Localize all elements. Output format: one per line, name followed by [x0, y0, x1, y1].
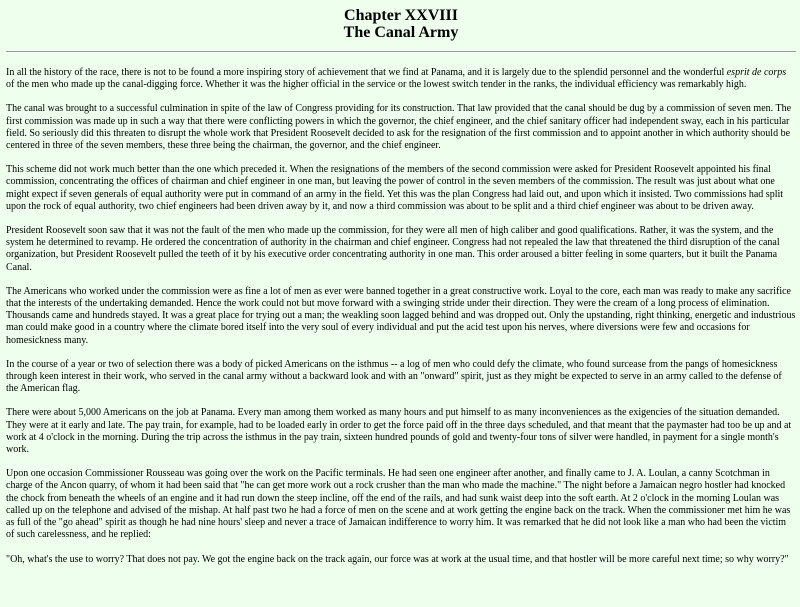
body-text: [6, 67, 796, 566]
body-paragraph: [6, 103, 796, 152]
chapter-number: Chapter XXVIII: [344, 7, 458, 24]
paragraph-text: The Americans who worked under the commission were as fine a lot of men as ever were banned together in a great constructive work. Loyal to the core, each man was ready to make any sacrifice that the interests of the undertaking demanded. Hence the work could not but move forward with a swinging stride under their direction. They were the cream of a long process of elimination. Thousands came and hundreds stayed. It was a great place for trying out a man; the weakling soon lagged behind and was dropped out. Only the upstanding, right thinking, energetic and industrious man could make good in a country where the climate bored itself into the very soul of every individual and put the acid test upon his nerves, where diversions were few and occasions for homesickness many.: [6, 285, 796, 346]
paragraph-text: Upon one occasion Commissioner Rousseau was going over the work on the Pacific terminals. He had seen one engineer after another, and finally came to J. A. Loulan, a canny Scotchman in charge of the Ancon quarry, of whom it had been said that "he can get more work out a rock crusher than the man who made the machine." The night before a Jamaican negro hostler had knocked the chock from beneath the wheels of an engine and it had run down the steep incline, off the end of the rails, and had sunk waist deep into the soft earth. At 2 o'clock in the morning Loulan was called up on the telephone and advised of the mishap. At half past two he had a force of men on the scene and at work getting the engine back on the track. When the commissioner met him he was as full of the "go ahead" spirit as though he had nine hours' sleep and never a trace of Jamaican indifference to worry him. It was remarked that he did not look like a man who had been the victim of such carelessness, and he replied:: [6, 468, 791, 541]
chapter-heading: [6, 7, 796, 41]
paragraph-text: This scheme did not work much better than the one which preceded it. When the resignations of the members of the second commission were asked for President Roosevelt appointed his final commission, concentrating the offices of chairman and chief engineer in one man, but leaving the power of control in the seven members of the commission. The result was just about what one might expect if seven generals of equal authority were put in command of an army in the field. Yet this was the plan Congress had laid out, and upon which it insisted. Two commissions had split upon the rock of equal authority, two chief engineers had been driven away by it, and now a third commission was about to be split and a third chief engineer was about to be driven away.: [6, 164, 784, 212]
body-paragraph: [6, 359, 796, 396]
paragraph-text: The canal was brought to a successful culmination in spite of the law of Congress providing for its construction. That law provided that the canal should be dug by a commission of seven men. The first commission was made up in such a way that there were conflicting powers in which the governor, the chief engineer, and the chief sanitary officer had independent sway, each in his particular field. So seriously did this threaten to disrupt the whole work that President Roosevelt decided to ask for the resignation of the first commission and to appoint another in which authority should be centered in three of the seven members, these three being the chairman, the governor, and the chief engineer.: [6, 103, 792, 152]
document-page: [0, 7, 800, 566]
paragraph-text: In the course of a year or two of selection there was a body of picked Americans on the isthmus -- a log of men who could defy the climate, who found surcease from the pangs of homesickness through keen interest in their work, who served in the canal army without a backward look and with an "onward" spirit, just as they might be expected to serve in an army called to the defense of the American flag.: [6, 358, 782, 395]
body-paragraph: [6, 225, 796, 274]
body-paragraph: [6, 164, 796, 213]
heading-divider: [6, 51, 796, 53]
body-paragraph: [6, 286, 796, 347]
paragraph-text: President Roosevelt soon saw that it was not the fault of the men who made up the commission, for they were all men of high caliber and good qualifications. Rather, it was the system, and the system he determined to revamp. He ordered the concentration of authority in the chairman and chief engineer. Congress had not repealed the law that threatened the third disruption of the canal organization, but President Roosevelt pulled the teeth of it by his executive order concentrating authority in one man. This order aroused a bitter feeling in some quarters, but it built the Panama Canal.: [6, 225, 780, 273]
italic-phrase: esprit de corps: [726, 67, 787, 78]
chapter-title: The Canal Army: [343, 24, 459, 41]
paragraph-text: There were about 5,000 Americans on the job at Panama. Every man among them worked as many hours and put himself to as many inconveniences as the exigencies of the situation demanded. They were at it early and late. The pay train, for example, had to be loaded early in order to get the force paid off in the three days scheduled, and that meant that the paymaster had too be up and at work at 4 o'clock in the morning. During the trip across the isthmus in the pay train, sixteen hundred pounds of gold and twenty-four tons of silver were handled, in payment for a single month's work.: [6, 407, 792, 456]
body-paragraph: [6, 554, 796, 566]
paragraph-text: "Oh, what's the use to worry? That does not pay. We got the engine back on the track again, our force was at work at the usual time, and that hostler will be more careful next time; so why worry?": [6, 553, 789, 565]
paragraph-text: In all the history of the race, there is not to be found a more inspiring story of achievement that we find at Panama, and it is largely due to the splendid personnel and the wonderful: [6, 67, 727, 78]
body-paragraph: [6, 468, 796, 541]
paragraph-text: of the men who made up the canal-digging force. Whether it was the higher official in the service or the lowest switch tender in the ranks, the individual efficiency was remarkably high.: [6, 79, 747, 91]
body-paragraph: [6, 67, 796, 91]
body-paragraph: [6, 407, 796, 456]
